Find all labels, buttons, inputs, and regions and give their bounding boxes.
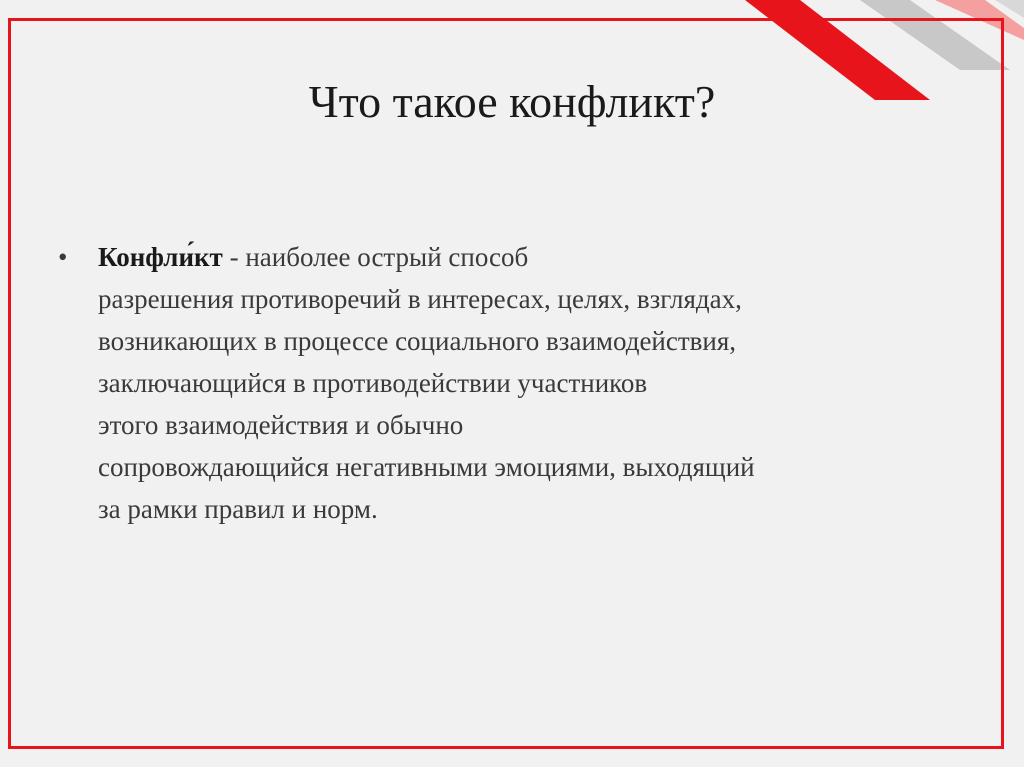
definition-line-text: - наиболее острый способ: [222, 242, 529, 272]
definition-line-6: сопровождающийся негативными эмоциями, выходящий: [98, 452, 755, 482]
definition-text: [98, 236, 958, 530]
slide-title: Что такое конфликт?: [308, 76, 716, 127]
bullet-icon: •: [58, 242, 68, 272]
definition-line-4: заключающийся в противодействии участников: [98, 368, 648, 398]
definition-line-2: разрешения противоречий в интересах, целях, взглядах,: [98, 284, 742, 314]
definition-term: Конфли́кт: [98, 242, 223, 272]
definition-line-5: этого взаимодействия и обычно: [98, 410, 464, 440]
definition-line-7: за рамки правил и норм.: [98, 494, 378, 524]
definition-line-3: возникающих в процессе социального взаимодействия,: [98, 326, 737, 356]
definition-line-1: [98, 236, 958, 278]
